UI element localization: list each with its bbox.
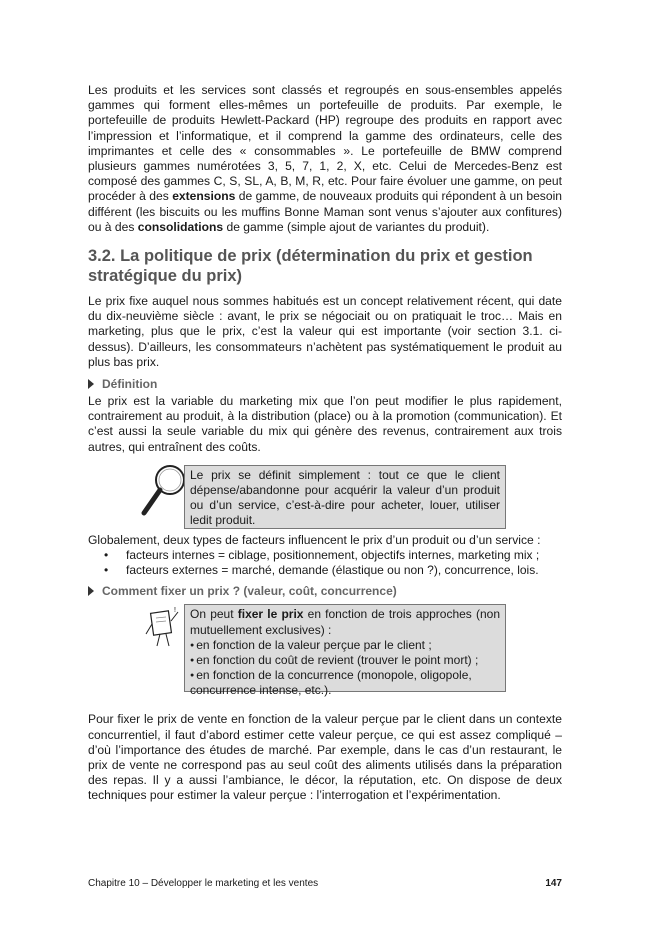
text-run: en fonction de trois approches (non mutuellement exclusives) : [190,607,501,637]
text-run: On peut [190,607,238,622]
magnifier-icon [140,463,188,525]
fixer-prix-intro [190,607,500,637]
page-content [88,83,562,804]
bold-extensions: extensions [172,189,236,204]
paragraph-gammes [88,83,562,235]
list-item: ● en fonction de la valeur perçue par le client ; [190,638,500,653]
list-item: ● en fonction du coût de revient (trouver le point mort) ; [190,653,500,668]
list-item: ● en fonction de la concurrence (monopole, oligopole, concurrence intense, etc.). [190,668,500,698]
notepad-character-icon [144,604,184,654]
approches-list [190,638,500,699]
svg-text:!: ! [174,607,176,615]
definition-box [184,465,506,529]
howto-heading [88,584,562,598]
bold-fixer-le-prix: fixer le prix [237,607,304,622]
list-item: • facteurs internes = ciblage, positionnement, objectifs internes, marketing mix ; [126,548,562,563]
facteurs-list [88,548,562,578]
text-run: de gamme (simple ajout de variantes du produit). [223,219,490,234]
paragraph-facteurs: Globalement, deux types de facteurs influencent le prix d’un produit ou d’un service : [88,532,541,547]
page-number: 147 [545,878,562,889]
triangle-bullet-icon [88,379,94,389]
text-run: de gamme, de nouveaux produits qui répondent à un besoin différent (les biscuits ou les muffins Bonne Maman sont venus s’ajouter aux confitures) ou à des [88,189,562,234]
fixer-prix-box [184,604,506,698]
footer-chapter: Chapitre 10 – Développer le marketing et les ventes [88,878,319,889]
definition-heading [88,377,562,391]
definition-heading-label: Définition [102,377,158,392]
callout-fixer-prix [88,604,562,698]
bold-consolidations: consolidations [137,219,224,234]
section-title: 3.2. La politique de prix (détermination du prix et gestion stratégique du prix) [88,247,533,286]
paragraph-definition: Le prix est la variable du marketing mix que l’on peut modifier le plus rapidement, contrairement au produit, à la distribution (place) ou à la promotion (communication). Et c’est aussi la seule variable du mix qui génère des revenus, contrairement aux trois autres, qui entraînent des coûts. [88,394,562,454]
text-run: Les produits et les services sont classés et regroupés en sous-ensembles appelés gammes qui forment elles-mêmes un portefeuille de produits. Par exemple, le portefeuille de produits Hewlett-Packard (HP) regroupe des produits en rapport avec l’impression et l’informatique, et il comprend la gamme des ordinateurs, celle des imprimantes et celle des « consommables ». Le portefeuille de BMW comprend plusieurs gammes numérotées 3, 5, 7, 1, 2, X, etc. Celui de Mercedes-Benz est composé des gammes C, S, SL, A, B, M, R, etc. Pour faire évoluer une gamme, on peut procéder à des [88,83,562,204]
howto-heading-label: Comment fixer un prix ? (valeur, coût, concurrence) [102,584,397,599]
list-item: • facteurs externes = marché, demande (élastique ou non ?), concurrence, lois. [126,563,562,578]
paragraph-valeur-percue: Pour fixer le prix de vente en fonction de la valeur perçue par le client dans un contexte concurrentiel, il faut d’abord estimer cette valeur perçue, ce qui est assez compliqué – d’où l’importance des études de marché. Par exemple, dans le cas d’un restaurant, le prix de vente ne correspond pas au seul coût des aliments utilisés dans la préparation des repas. Il y a aussi l’ambiance, le décor, la réputation, etc. On dispose de deux techniques pour estimer la valeur perçue : l’interrogation et l’expérimentation. [88,712,562,803]
triangle-bullet-icon [88,586,94,596]
page-footer [88,878,562,889]
paragraph-prix-fixe: Le prix fixe auquel nous sommes habitués est un concept relativement récent, qui date du dix-neuvième siècle : avant, le prix se négociait ou on pratiquait le troc… Mais en marketing, plus que le prix, c’est la valeur qui est importante (voir section 3.1. ci-dessus). D’ailleurs, les consommateurs n’achètent pas systématiquement le produit au plus bas prix. [88,294,562,369]
callout-definition [88,465,562,531]
definition-box-text: Le prix se définit simplement : tout ce que le client dépense/abandonne pour acquérir la valeur d’un produit ou d’un service, c’est-à-dire pour acheter, louer, utiliser ledit produit. [190,467,500,528]
